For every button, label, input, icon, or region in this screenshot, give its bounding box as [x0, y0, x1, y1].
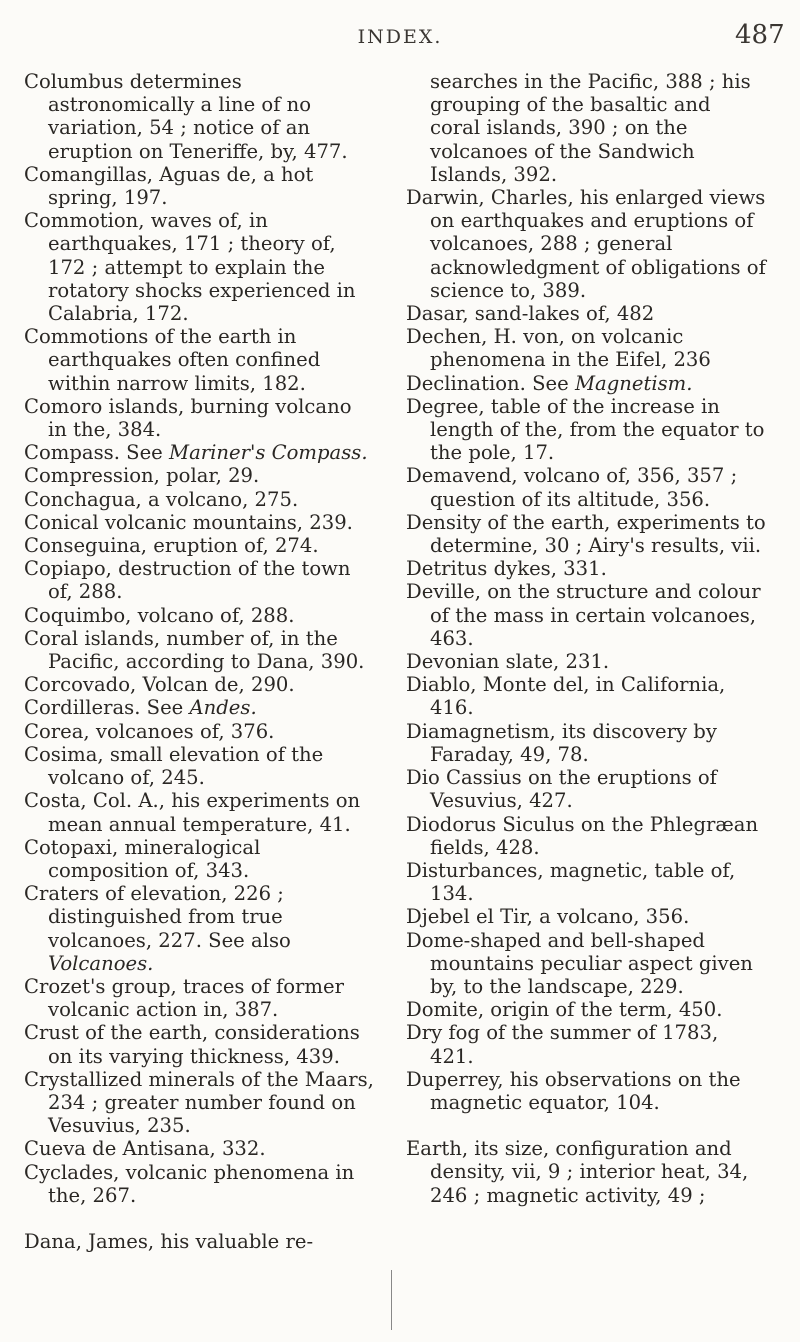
index-entry — [24, 743, 374, 789]
index-entry — [406, 905, 766, 928]
index-entry — [406, 1068, 766, 1114]
index-entry-text: Crozet's group, traces of former volcanic action in, 387. — [24, 974, 344, 1022]
index-entry — [24, 696, 374, 719]
index-entry — [24, 836, 374, 882]
index-entry-text: Darwin, Charles, his enlarged views on earthquakes and eruptions of volcanoes, 288 ; general acknowledgment of obligations of science to, 389. — [406, 186, 766, 302]
index-entry — [24, 1230, 374, 1253]
index-entry — [24, 163, 374, 209]
index-entry-text: Craters of elevation, 226 ; distinguished from true volcanoes, 227. See also — [24, 882, 291, 952]
index-entry-text: Duperrey, his observations on the magnetic equator, 104. — [406, 1067, 741, 1114]
index-entry-text: Coral islands, number of, in the Pacific, according to Dana, 390. — [24, 626, 365, 674]
index-cross-reference: Volcanoes. — [48, 951, 154, 975]
index-entry — [24, 1161, 374, 1207]
index-entry — [24, 1068, 374, 1138]
index-cross-reference: Mariner's Compass. — [169, 441, 368, 465]
index-entry-text: Declination. See — [406, 371, 575, 395]
index-entry — [406, 325, 766, 371]
index-cross-reference: Andes. — [189, 696, 257, 720]
index-entry — [24, 325, 374, 395]
index-entry — [24, 209, 374, 325]
index-entry — [24, 464, 374, 487]
index-entry — [406, 1021, 766, 1067]
index-entry-text: Cosima, small elevation of the volcano of, 245. — [24, 742, 324, 790]
index-column-right — [406, 70, 766, 1207]
index-entry — [24, 534, 374, 557]
page-number: 487 — [735, 20, 785, 50]
index-entry-text: Commotion, waves of, in earthquakes, 171 ; theory of, 172 ; attempt to explain the rotatory shocks experienced in Calabria, 172. — [24, 209, 356, 326]
index-column-left — [24, 70, 374, 1253]
index-entry — [24, 789, 374, 835]
index-entry — [406, 859, 766, 905]
index-entry — [24, 975, 374, 1021]
index-entry-text: Earth, its size, configuration and density, vii, 9 ; interior heat, 34, 246 ; magnetic activity, 49 ; — [406, 1137, 749, 1207]
index-entry — [406, 464, 766, 510]
index-entry-text: Coquimbo, volcano of, 288. — [24, 603, 295, 627]
index-entry — [24, 488, 374, 511]
index-entry-text: Conchagua, a volcano, 275. — [24, 487, 299, 511]
index-entry — [406, 580, 766, 650]
column-divider — [391, 1270, 392, 1330]
index-entry — [406, 813, 766, 859]
index-entry-text: Crust of the earth, considerations on its varying thickness, 439. — [24, 1021, 360, 1068]
running-title: INDEX. — [357, 26, 443, 48]
index-entry — [406, 1137, 766, 1207]
index-entry-text: Conseguina, eruption of, 274. — [24, 534, 319, 558]
index-entry — [406, 766, 766, 812]
index-entry — [406, 511, 766, 557]
index-entry-text: Compass. See — [24, 441, 170, 465]
index-entry — [24, 604, 374, 627]
index-entry-text: Cueva de Antisana, 332. — [24, 1137, 266, 1161]
index-entry — [24, 720, 374, 743]
index-entry-text: Devonian slate, 231. — [406, 650, 610, 674]
index-entry — [406, 929, 766, 999]
index-entry-text: Dry fog of the summer of 1783, 421. — [406, 1021, 719, 1068]
index-entry — [406, 395, 766, 465]
index-entry — [24, 1137, 374, 1160]
index-entry-text: Dio Cassius on the eruptions of Vesuvius, 427. — [406, 766, 717, 813]
index-entry — [24, 1021, 374, 1067]
index-entry-text: Diodorus Siculus on the Phlegræan fields, 428. — [406, 812, 759, 859]
index-entry — [24, 673, 374, 696]
index-entry — [24, 70, 374, 163]
index-entry-text: Demavend, volcano of, 356, 357 ; question of its altitude, 356. — [406, 464, 738, 511]
index-entry — [24, 882, 374, 975]
index-entry-text: Dome-shaped and bell-shaped mountains peculiar aspect given by, to the landscape, 229. — [406, 928, 753, 998]
index-entry-text: searches in the Pacific, 388 ; his grouping of the basaltic and coral islands, 390 ; on the volcanoes of the Sandwich Islands, 392. — [430, 70, 751, 186]
index-entry-text: Comangillas, Aguas de, a hot spring, 197. — [24, 162, 314, 210]
index-entry — [24, 627, 374, 673]
index-entry — [406, 70, 766, 186]
index-entry-text: Cotopaxi, mineralogical composition of, 343. — [24, 835, 261, 882]
index-cross-reference: Magnetism. — [574, 371, 693, 395]
index-entry — [406, 720, 766, 766]
index-entry-text: Commotions of the earth in earthquakes often confined within narrow limits, 182. — [24, 325, 321, 395]
index-entry-text: Dasar, sand-lakes of, 482 — [406, 302, 655, 326]
index-entry-text: Diamagnetism, its discovery by Faraday, 49, 78. — [406, 719, 717, 766]
index-entry-text: Diablo, Monte del, in California, 416. — [406, 673, 726, 720]
index-entry-text: Comoro islands, burning volcano in the, 384. — [24, 394, 352, 442]
index-entry-text: Copiapo, destruction of the town of, 288. — [24, 557, 351, 604]
index-entry-text: Conical volcanic mountains, 239. — [24, 510, 353, 534]
index-entry-text: Djebel el Tir, a volcano, 356. — [406, 905, 690, 929]
index-entry-text: Corea, volcanoes of, 376. — [24, 719, 275, 743]
index-entry — [406, 302, 766, 325]
index-entry — [24, 395, 374, 441]
index-entry-text: Corcovado, Volcan de, 290. — [24, 673, 295, 697]
index-entry-text: Crystallized minerals of the Maars, 234 ; greater number found on Vesuvius, 235. — [24, 1067, 374, 1138]
index-entry — [406, 186, 766, 302]
running-head — [0, 20, 800, 56]
index-entry-text: Compression, polar, 29. — [24, 464, 260, 488]
index-entry — [406, 998, 766, 1021]
index-entry — [24, 557, 374, 603]
index-entry — [406, 557, 766, 580]
index-entry-text: Cordilleras. See — [24, 696, 190, 720]
index-entry — [406, 650, 766, 673]
index-entry — [24, 511, 374, 534]
index-entry — [24, 441, 374, 464]
index-entry — [406, 372, 766, 395]
index-entry-text: Density of the earth, experiments to determine, 30 ; Airy's results, vii. — [406, 510, 766, 558]
index-entry-text: Domite, origin of the term, 450. — [406, 998, 723, 1022]
index-entry-text: Degree, table of the increase in length of the, from the equator to the pole, 17. — [406, 394, 765, 465]
index-entry — [406, 673, 766, 719]
index-entry-text: Disturbances, magnetic, table of, 134. — [406, 858, 736, 906]
index-entry-text: Deville, on the structure and colour of the mass in certain volcanoes, 463. — [406, 580, 761, 650]
index-entry-text: Cyclades, volcanic phenomena in the, 267. — [24, 1160, 355, 1207]
index-entry-text: Columbus determines astronomically a line of no variation, 54 ; notice of an eruption on Teneriffe, by, 477. — [24, 70, 348, 163]
index-entry-text: Dana, James, his valuable re- — [24, 1229, 314, 1253]
index-entry-text: Detritus dykes, 331. — [406, 557, 607, 581]
index-entry-text: Dechen, H. von, on volcanic phenomena in the Eifel, 236 — [406, 325, 711, 372]
index-entry-text: Costa, Col. A., his experiments on mean annual temperature, 41. — [24, 789, 361, 836]
